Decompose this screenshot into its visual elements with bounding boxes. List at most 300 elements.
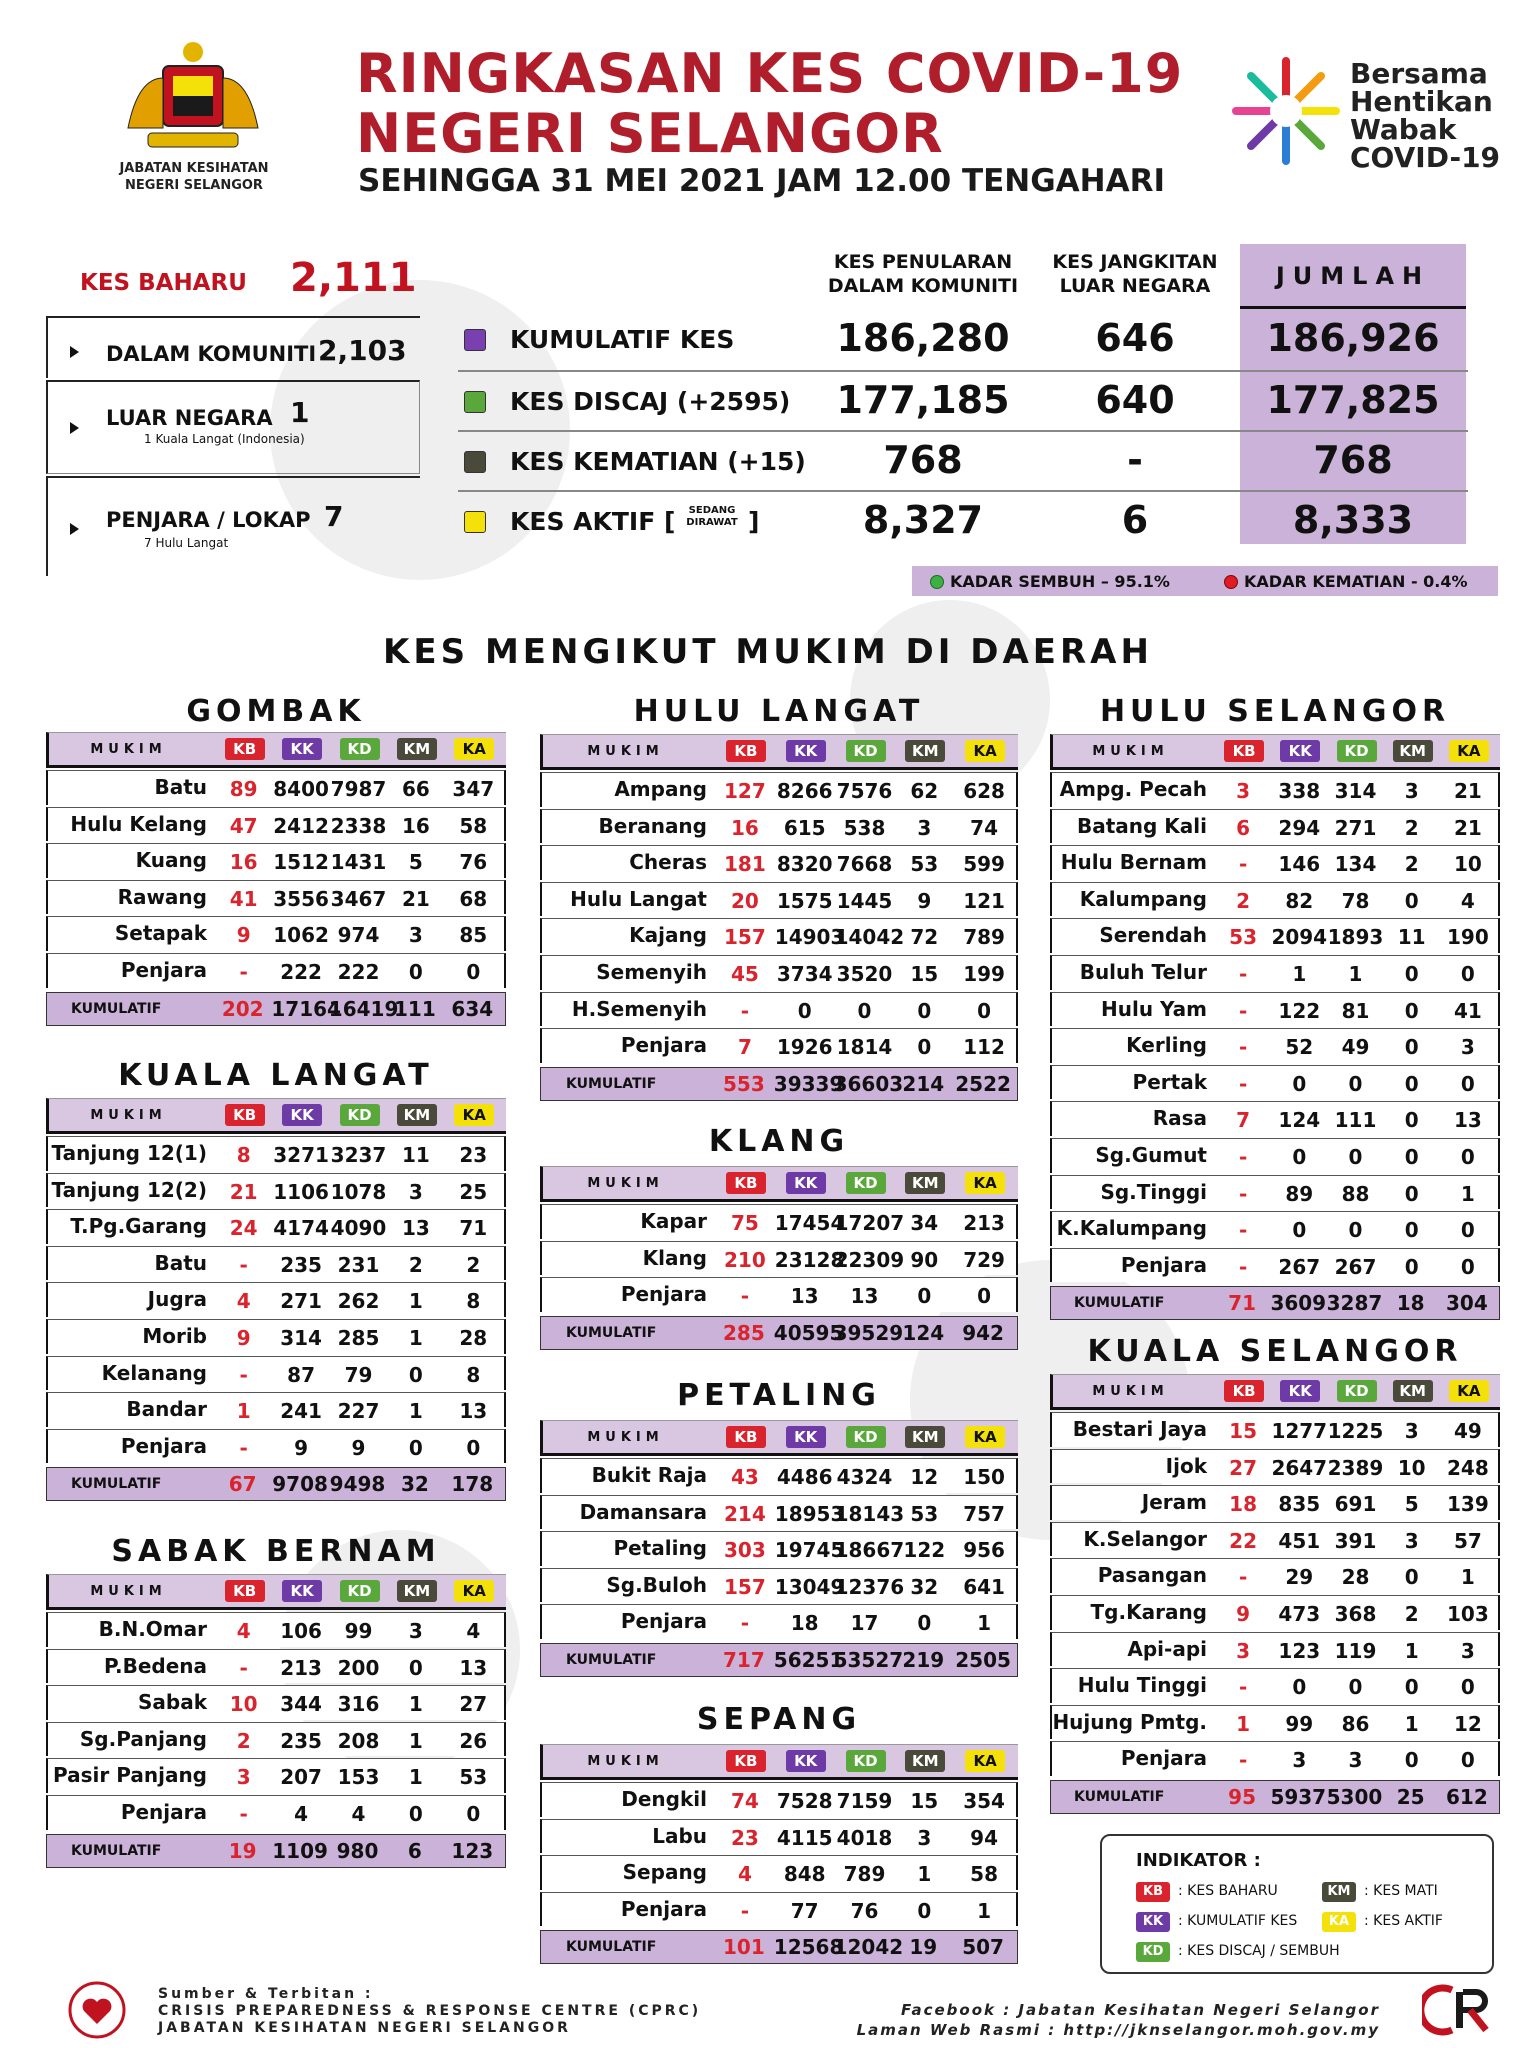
- cell-kk: 4: [294, 1802, 309, 1826]
- cell-km: 12: [910, 1465, 939, 1489]
- campaign-line2: Hentikan: [1350, 85, 1493, 118]
- mukim-name: Hulu Langat: [570, 886, 707, 911]
- table-row: [1050, 1138, 1500, 1173]
- kd-header-tag: KD: [340, 738, 380, 760]
- total-kb: 553: [723, 1071, 765, 1096]
- mukim-header: MUKIM: [90, 1108, 167, 1123]
- cell-km: 32: [910, 1574, 939, 1599]
- cell-km: 5: [1404, 1492, 1419, 1517]
- mukim-name: Batu: [154, 775, 207, 799]
- cell-kd: 7668: [836, 852, 893, 877]
- total-kb: 285: [723, 1320, 765, 1345]
- cell-kd: 3: [1348, 1748, 1363, 1773]
- ka-header-tag: KA: [454, 1104, 494, 1126]
- km-tag-icon: KM: [1322, 1882, 1356, 1902]
- table-row: [46, 1612, 506, 1647]
- cell-kb: 16: [229, 850, 258, 875]
- km-header-tag: KM: [905, 1750, 945, 1772]
- cell-ka: 74: [970, 815, 998, 840]
- table-row: [46, 1795, 506, 1830]
- cell-kd: 1893: [1327, 925, 1384, 950]
- mukim-name: Penjara: [1120, 1746, 1207, 1771]
- cell-kb: 3: [1236, 779, 1251, 803]
- cell-kk: 1575: [776, 888, 833, 913]
- cell-km: 1: [408, 1399, 423, 1424]
- cell-kb: 22: [1229, 1528, 1258, 1553]
- cell-km: 3: [1404, 1528, 1419, 1553]
- mukim-name: Penjara: [620, 1282, 707, 1307]
- summary-label: KUMULATIF KES: [510, 325, 735, 354]
- legend-kd: [1136, 1942, 1340, 1962]
- legend-ka-text: : KES AKTIF: [1364, 1913, 1443, 1929]
- cell-kb: 75: [730, 1211, 759, 1235]
- summary-row: [458, 310, 1468, 370]
- cell-km: 66: [401, 777, 430, 801]
- cell-km: 3: [408, 1619, 423, 1643]
- penjara-box: [46, 476, 420, 576]
- cell-ka: 13: [459, 1399, 488, 1424]
- table-header: [540, 1166, 1018, 1202]
- mukim-name: Hulu Kelang: [70, 811, 207, 836]
- kb-header-tag: KB: [726, 1750, 766, 1772]
- cell-km: 1: [1404, 1638, 1419, 1663]
- cell-kb: -: [740, 1284, 750, 1309]
- cell-km: 13: [401, 1216, 430, 1241]
- cell-kb: 16: [730, 815, 759, 840]
- cell-kk: 0: [797, 998, 812, 1023]
- arrow-icon: [70, 422, 79, 434]
- cell-ka: 641: [963, 1574, 1005, 1599]
- cell-kk: 14903: [774, 925, 845, 950]
- cell-kb: 23: [730, 1825, 759, 1850]
- cell-kb: 2: [1236, 888, 1251, 913]
- cell-kk: 473: [1278, 1602, 1321, 1626]
- ka-header-tag: KA: [965, 1750, 1005, 1772]
- cell-kd: 7159: [836, 1789, 893, 1813]
- cell-kk: 267: [1278, 1254, 1321, 1279]
- mukim-name: Kapar: [640, 1209, 707, 1233]
- cell-ka: 0: [466, 1802, 481, 1826]
- cell-kb: -: [1238, 1565, 1248, 1590]
- table-row: [1050, 1449, 1500, 1484]
- table-row: [1050, 1248, 1500, 1283]
- cell-kb: -: [1238, 1035, 1248, 1060]
- total-label: KUMULATIF: [71, 1000, 162, 1017]
- cell-kb: 45: [730, 962, 759, 986]
- table-header: [540, 1420, 1018, 1456]
- cell-kd: 4018: [836, 1825, 893, 1850]
- mukim-name: Hulu Yam: [1100, 996, 1207, 1021]
- arrow-icon: [70, 523, 79, 535]
- website-link[interactable]: Laman Web Rasmi : http://jknselangor.moh.gov.my: [856, 2021, 1380, 2039]
- total-km: 124: [902, 1320, 945, 1345]
- cell-kd: 267: [1334, 1254, 1377, 1279]
- table-row: [1050, 809, 1500, 844]
- cell-kb: 181: [724, 852, 766, 877]
- kb-header-tag: KB: [225, 1580, 265, 1602]
- mukim-name: Tg.Karang: [1090, 1600, 1207, 1624]
- table-row: [46, 916, 506, 951]
- mukim-name: Pasir Panjang: [53, 1763, 207, 1788]
- cell-ka: 0: [466, 1435, 481, 1460]
- cell-kb: 27: [1229, 1455, 1258, 1480]
- mukim-header: MUKIM: [587, 1430, 664, 1445]
- cell-kd: 974: [337, 923, 380, 948]
- summary-jumlah: 186,926: [1266, 316, 1440, 360]
- table-row: [540, 1892, 1018, 1927]
- mukim-name: Batang Kali: [1076, 813, 1207, 838]
- cell-ka: 57: [1453, 1528, 1482, 1553]
- mukim-name: Ampg. Pecah: [1059, 777, 1207, 801]
- mukim-name: Kajang: [629, 923, 707, 948]
- table-header: [1050, 1374, 1500, 1410]
- table-row: [540, 772, 1018, 807]
- cell-kb: -: [1238, 1254, 1248, 1279]
- cell-kb: -: [1238, 998, 1248, 1023]
- total-row: [540, 1316, 1018, 1350]
- total-row: [46, 1467, 506, 1501]
- total-ka: 304: [1446, 1291, 1488, 1316]
- cell-ka: 27: [459, 1692, 488, 1717]
- table-header: [46, 1574, 506, 1610]
- cell-kb: 10: [229, 1692, 258, 1717]
- cell-kd: 262: [337, 1289, 380, 1314]
- cell-kd: 1814: [836, 1035, 893, 1060]
- cell-ka: 150: [963, 1465, 1005, 1489]
- mukim-header: MUKIM: [90, 1584, 167, 1599]
- col-luar-line2: LUAR NEGARA: [1059, 275, 1211, 297]
- summary-jumlah: 8,333: [1292, 498, 1414, 542]
- total-ka: 2522: [955, 1071, 1011, 1096]
- summary-square-icon: [464, 391, 486, 413]
- cell-km: 0: [408, 1655, 423, 1680]
- cell-kk: 314: [280, 1326, 322, 1350]
- cell-kd: 222: [337, 960, 380, 984]
- total-kd: 9498: [329, 1472, 386, 1497]
- cell-kk: 0: [1292, 1145, 1307, 1169]
- table-header: [540, 734, 1018, 770]
- coat-of-arms-logo: [118, 38, 268, 158]
- cell-ka: 103: [1447, 1602, 1489, 1626]
- cell-kd: 111: [1334, 1108, 1377, 1133]
- table-row: [540, 1241, 1018, 1276]
- cell-ka: 0: [1460, 962, 1475, 986]
- mukim-name: Penjara: [620, 1609, 707, 1634]
- cell-ka: 23: [459, 1143, 488, 1167]
- kd-header-tag: KD: [846, 1172, 886, 1194]
- table-row: [540, 1855, 1018, 1890]
- komuniti-box: [46, 316, 420, 378]
- cell-ka: 190: [1447, 925, 1489, 950]
- table-row: [540, 1819, 1018, 1854]
- luar-negara-label: LUAR NEGARA: [106, 406, 273, 430]
- table-row: [1050, 1595, 1500, 1630]
- km-header-tag: KM: [1393, 1380, 1433, 1402]
- cell-kk: 222: [280, 960, 322, 984]
- agency-name: [96, 160, 292, 194]
- district-title: KUALA SELANGOR: [1087, 1334, 1463, 1369]
- total-kk: 9708: [272, 1472, 328, 1497]
- mukim-name: Penjara: [1120, 1252, 1207, 1277]
- table-header: [540, 1744, 1018, 1780]
- district-title: SEPANG: [696, 1702, 862, 1737]
- cell-ka: 0: [1460, 1145, 1475, 1169]
- green-dot-icon: [930, 575, 944, 589]
- cell-kk: 123: [1278, 1638, 1321, 1663]
- table-row: [540, 918, 1018, 953]
- summary-komuniti: 186,280: [836, 316, 1010, 360]
- cell-kd: 78: [1341, 888, 1370, 913]
- summary-label: KES AKTIF [: [510, 507, 676, 536]
- legend-kk: [1136, 1912, 1297, 1932]
- cell-kb: 9: [1236, 1602, 1251, 1626]
- mukim-header: MUKIM: [587, 1176, 664, 1191]
- cell-kk: 0: [1292, 1071, 1307, 1096]
- cell-km: 72: [910, 925, 939, 950]
- cell-km: 0: [408, 960, 423, 984]
- mukim-header: MUKIM: [1092, 1384, 1169, 1399]
- cell-kd: 4090: [330, 1216, 387, 1241]
- cell-km: 10: [1397, 1455, 1426, 1480]
- cell-kd: 3520: [836, 962, 893, 986]
- luar-negara-value: 1: [290, 396, 310, 429]
- total-kk: 1109: [272, 1838, 328, 1863]
- mukim-name: Bandar: [126, 1397, 207, 1422]
- total-row: [540, 1067, 1018, 1101]
- cell-ka: 789: [963, 925, 1005, 950]
- table-row: [1050, 1632, 1500, 1667]
- legend-kb: [1136, 1882, 1278, 1902]
- table-row: [540, 992, 1018, 1027]
- summary-luar: 640: [1095, 378, 1175, 422]
- cell-ka: 0: [977, 1284, 992, 1309]
- cell-km: 0: [917, 998, 932, 1023]
- district-title: GOMBAK: [186, 694, 366, 729]
- cell-kb: -: [1238, 1748, 1248, 1773]
- cell-km: 1: [1404, 1711, 1419, 1736]
- col-komuniti-header: [808, 250, 1038, 298]
- mukim-name: Tanjung 12(1): [51, 1141, 207, 1165]
- ka-header-tag: KA: [1449, 740, 1489, 762]
- cell-kb: 2: [236, 1728, 251, 1753]
- facebook-link[interactable]: Facebook : Jabatan Kesihatan Negeri Selangor: [900, 2001, 1380, 2019]
- cell-kk: 294: [1278, 815, 1321, 840]
- campaign-line3: Wabak: [1350, 113, 1457, 146]
- total-kb: 202: [221, 996, 264, 1021]
- cell-ka: 28: [459, 1326, 488, 1350]
- cell-kb: 43: [730, 1465, 759, 1489]
- cell-kk: 1926: [776, 1035, 833, 1060]
- table-row: [46, 1173, 506, 1208]
- total-km: 6: [407, 1838, 422, 1863]
- cell-ka: 354: [963, 1789, 1005, 1813]
- table-row: [46, 1429, 506, 1464]
- cell-kb: 1: [1236, 1711, 1251, 1736]
- cell-kb: 21: [229, 1179, 258, 1204]
- total-label: KUMULATIF: [71, 1476, 162, 1493]
- cell-kd: 14042: [834, 925, 905, 950]
- district-title: KUALA LANGAT: [118, 1058, 434, 1093]
- total-kk: 5937: [1270, 1785, 1327, 1809]
- cell-kk: 82: [1285, 888, 1314, 913]
- cell-kk: 3: [1292, 1748, 1307, 1773]
- cell-kk: 4486: [776, 1465, 833, 1489]
- cell-kk: 241: [280, 1399, 322, 1424]
- total-ka: 178: [451, 1472, 494, 1497]
- cell-kk: 1106: [273, 1179, 329, 1204]
- summary-row: [458, 370, 1468, 430]
- mukim-name: Penjara: [620, 1896, 707, 1921]
- kadar-kematian: [1224, 572, 1468, 591]
- table-row: [46, 1209, 506, 1244]
- cell-km: 3: [408, 1179, 423, 1204]
- cell-kd: 9: [351, 1435, 366, 1460]
- table-header: [46, 732, 506, 768]
- cell-kd: 28: [1341, 1565, 1370, 1590]
- cell-kb: -: [1238, 1675, 1248, 1700]
- penjara-note: 7 Hulu Langat: [144, 536, 229, 550]
- table-row: [540, 1028, 1018, 1063]
- health-badge-logo: [62, 1980, 132, 2040]
- total-kd: 39529: [833, 1320, 904, 1345]
- cell-kk: 1: [1292, 962, 1307, 986]
- cell-kb: -: [239, 960, 248, 984]
- table-row: [46, 880, 506, 915]
- cell-km: 0: [408, 1362, 423, 1387]
- cell-kb: 9: [236, 923, 251, 948]
- total-kb: 67: [228, 1472, 257, 1497]
- col-komuniti-line1: KES PENULARAN: [833, 251, 1013, 273]
- agency-line2: NEGERI SELANGOR: [125, 178, 263, 193]
- kk-header-tag: KK: [1280, 1380, 1320, 1402]
- mukim-name: Buluh Telur: [1079, 960, 1207, 984]
- total-ka: 2505: [955, 1648, 1011, 1672]
- table-row: [1050, 992, 1500, 1027]
- cell-kb: 47: [229, 813, 258, 838]
- cell-kk: 1277: [1271, 1419, 1328, 1443]
- summary-jumlah: 177,825: [1266, 378, 1440, 422]
- cell-km: 0: [408, 1802, 423, 1826]
- summary-label: KES KEMATIAN (+15): [510, 447, 806, 476]
- cell-km: 21: [401, 886, 430, 911]
- cell-kb: -: [740, 1898, 750, 1923]
- cell-km: 0: [1404, 998, 1419, 1023]
- total-row: [540, 1930, 1018, 1964]
- kb-header-tag: KB: [726, 1172, 766, 1194]
- cell-km: 0: [1404, 1181, 1419, 1206]
- summary-komuniti: 8,327: [862, 498, 984, 542]
- cell-kd: 7576: [836, 779, 893, 803]
- table-row: [1050, 1101, 1500, 1136]
- mukim-name: Api-api: [1127, 1636, 1207, 1661]
- kes-baharu-value: 2,111: [290, 255, 417, 301]
- kd-tag-icon: KD: [1136, 1942, 1170, 1962]
- cell-kk: 2647: [1271, 1455, 1328, 1480]
- cell-kk: 13049: [774, 1574, 845, 1599]
- cell-km: 3: [917, 815, 932, 840]
- cell-ka: 8: [466, 1362, 481, 1387]
- cell-kb: -: [239, 1655, 248, 1680]
- total-label: KUMULATIF: [566, 1939, 657, 1956]
- total-ka: 634: [451, 996, 494, 1021]
- cell-kd: 119: [1334, 1638, 1377, 1663]
- cell-kk: 848: [783, 1862, 826, 1887]
- cell-km: 0: [1404, 1071, 1419, 1096]
- table-row: [540, 1204, 1018, 1239]
- cell-ka: 41: [1453, 998, 1482, 1023]
- mukim-name: Petaling: [613, 1536, 707, 1561]
- cell-kb: -: [1238, 1145, 1248, 1169]
- table-row: [46, 843, 506, 878]
- cell-ka: 94: [970, 1825, 998, 1850]
- cell-kd: 0: [1348, 1145, 1363, 1169]
- summary-square-icon: [464, 451, 486, 473]
- total-row: [1050, 1780, 1500, 1814]
- total-kd: 3287: [1326, 1291, 1383, 1316]
- mukim-name: Penjara: [120, 1433, 207, 1458]
- cell-ka: 956: [963, 1538, 1005, 1563]
- mukim-name: Batu: [154, 1250, 207, 1275]
- cell-km: 1: [408, 1289, 423, 1314]
- komuniti-label: DALAM KOMUNITI: [106, 342, 317, 366]
- cell-kb: 1: [236, 1399, 251, 1424]
- summary-luar: -: [1127, 438, 1143, 482]
- kd-header-tag: KD: [846, 740, 886, 762]
- kk-header-tag: KK: [786, 1426, 826, 1448]
- campaign-burst-logo: [1230, 55, 1342, 167]
- cell-ka: 0: [1460, 1748, 1475, 1773]
- cell-kk: 207: [280, 1765, 322, 1790]
- cell-ka: 248: [1447, 1455, 1489, 1480]
- cell-ka: 58: [970, 1862, 998, 1887]
- mukim-name: Hujung Pmtg.: [1052, 1709, 1207, 1734]
- mukim-name: Sabak: [137, 1690, 207, 1715]
- cell-km: 90: [910, 1247, 939, 1272]
- mukim-name: Serendah: [1099, 923, 1207, 948]
- page-subtitle: SEHINGGA 31 MEI 2021 JAM 12.00 TENGAHARI: [358, 163, 1166, 199]
- total-row: [46, 992, 506, 1026]
- col-luar-line1: KES JANGKITAN: [1052, 251, 1218, 273]
- table-row: [46, 1356, 506, 1391]
- cell-kd: 86: [1341, 1711, 1370, 1736]
- total-kk: 3609: [1270, 1291, 1327, 1316]
- table-row: [46, 1282, 506, 1317]
- cell-km: 0: [1404, 888, 1419, 913]
- cell-kk: 18: [790, 1611, 819, 1636]
- cell-kd: 1: [1348, 962, 1363, 986]
- cell-km: 0: [1404, 1145, 1419, 1169]
- cell-km: 2: [1404, 852, 1419, 877]
- kb-header-tag: KB: [726, 1426, 766, 1448]
- cell-ka: 1: [1460, 1565, 1475, 1590]
- cell-kk: 4115: [776, 1825, 833, 1850]
- cell-km: 3: [1404, 1419, 1419, 1443]
- cell-kb: -: [1238, 962, 1248, 986]
- cell-kk: 3271: [273, 1143, 329, 1167]
- summary-row: [458, 430, 1468, 490]
- arrow-icon: [70, 346, 79, 358]
- cell-km: 0: [1404, 1108, 1419, 1133]
- cell-kd: 18143: [834, 1501, 905, 1526]
- cell-kd: 1445: [836, 888, 893, 913]
- cell-kd: 13: [850, 1284, 879, 1309]
- cell-kb: -: [239, 1435, 248, 1460]
- mukim-name: Jeram: [1141, 1490, 1207, 1515]
- cell-kd: 79: [344, 1362, 373, 1387]
- cell-kd: 2389: [1327, 1455, 1384, 1480]
- cell-kd: 231: [337, 1252, 380, 1277]
- cell-km: 9: [917, 888, 932, 913]
